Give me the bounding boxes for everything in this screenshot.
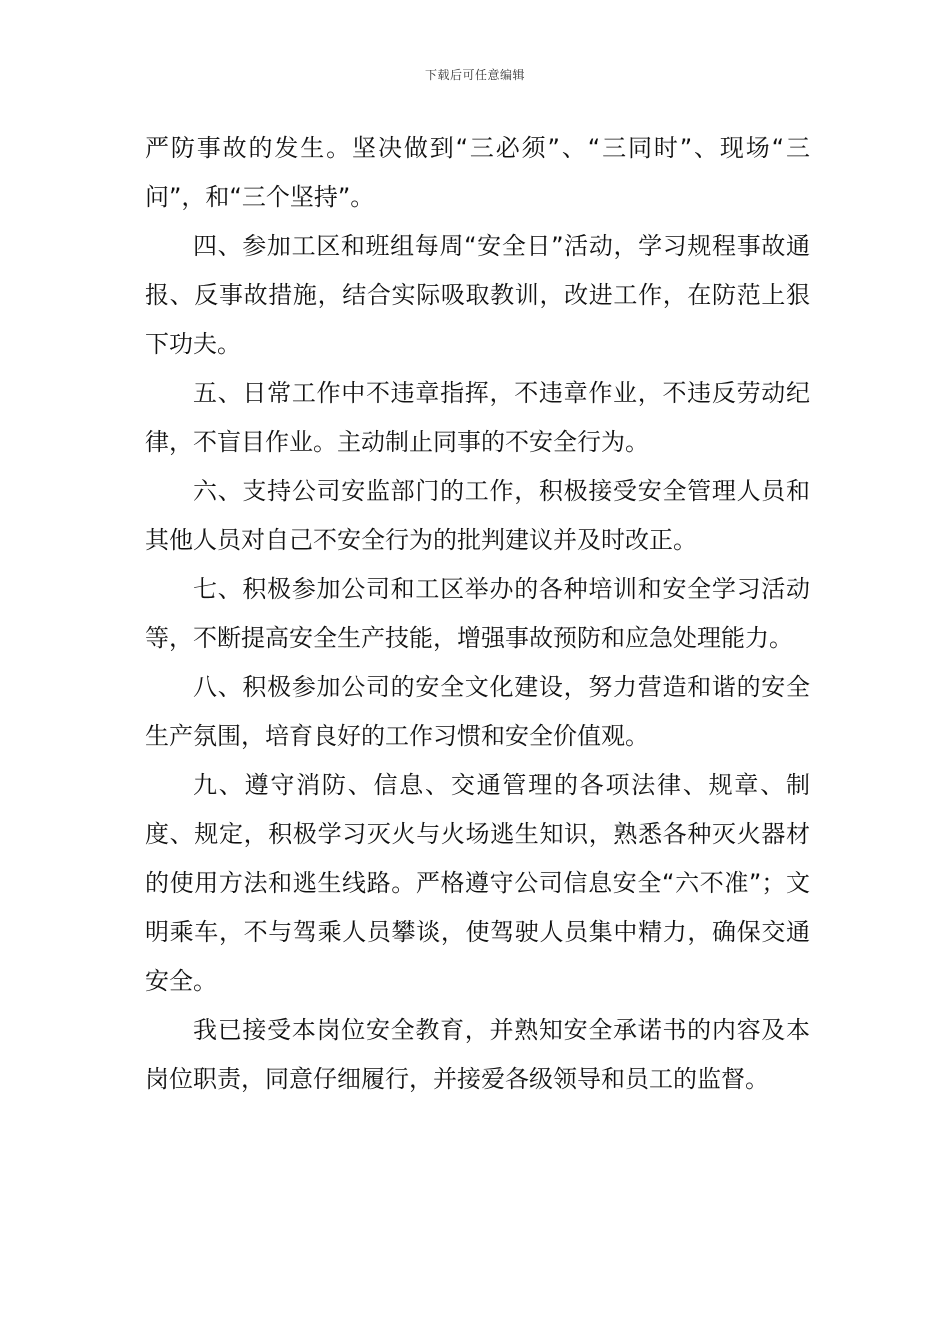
paragraph-item-7: 七、积极参加公司和工区举办的各种培训和安全学习活动等，不断提高安全生产技能，增强事故预防和应急处理能力。 xyxy=(145,575,810,652)
paragraph-item-8: 八、积极参加公司的安全文化建设，努力营造和谐的安全生产氛围，培育良好的工作习惯和安全价值观。 xyxy=(145,673,810,750)
page-header-note: 下载后可任意编辑 xyxy=(424,68,525,82)
paragraph-item-5: 五、日常工作中不违章指挥，不违章作业，不违反劳动纪律，不盲目作业。主动制止同事的不安全行为。 xyxy=(145,379,810,456)
paragraph-item-4: 四、参加工区和班组每周“安全日”活动，学习规程事故通报、反事故措施，结合实际吸取教训，改进工作，在防范上狠下功夫。 xyxy=(145,232,810,358)
document-body xyxy=(145,124,810,1104)
paragraph-item-6: 六、支持公司安监部门的工作，积极接受安全管理人员和其他人员对自己不安全行为的批判建议并及时改正。 xyxy=(145,477,810,554)
paragraph-continued: 严防事故的发生。坚决做到“三必须”、“三同时”、现场“三问”，和“三个坚持”。 xyxy=(145,134,810,211)
paragraph-item-9: 九、遵守消防、信息、交通管理的各项法律、规章、制度、规定，积极学习灭火与火场逃生知识，熟悉各种灭火器材的使用方法和逃生线路。严格遵守公司信息安全“六不准”；文明乘车，不与驾乘人员攀谈，使驾驶人员集中精力，确保交通安全。 xyxy=(145,771,810,995)
paragraph-pledge-statement: 我已接受本岗位安全教育，并熟知安全承诺书的内容及本岗位职责，同意仔细履行，并接爱各级领导和员工的监督。 xyxy=(145,1016,810,1093)
